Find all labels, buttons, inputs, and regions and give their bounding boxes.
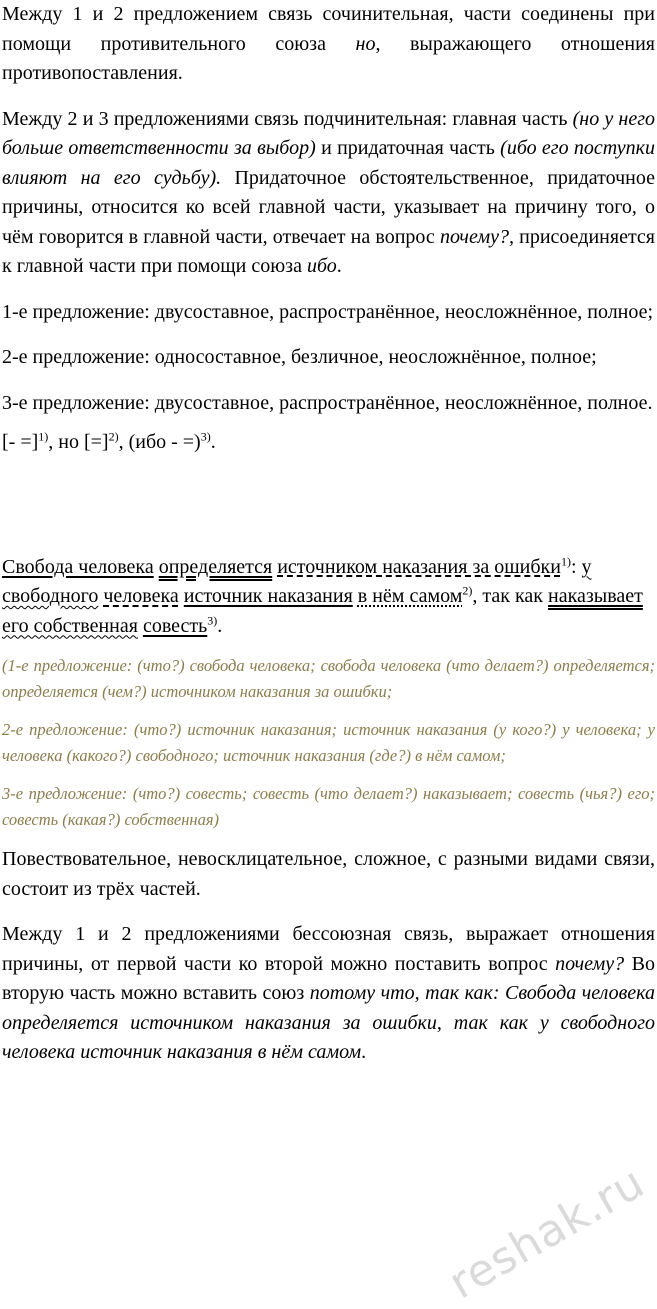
predicate-1: определяется: [158, 555, 273, 578]
attribute-3: его собственная: [2, 614, 138, 637]
insert-example: потому что, так как: Свобода человека определяется источником наказания за ошибки, так как у свободного человека источник наказания в нём самом: [2, 982, 656, 1063]
union-no: но: [355, 32, 376, 55]
sentence-scheme: [- =]$^{1)}$, но [=]$^{2)}$, (ибо - =)$^{3)}$.: [2, 429, 216, 453]
note-sentence-3: 3-е предложение: (что?) совесть; совесть (что делает?) наказывает; совесть (чья?) его; совесть (какая?) собственная): [2, 784, 655, 829]
subject-1: Свобода человека: [2, 555, 154, 578]
note-sentence-1: (1-е предложение: (что?) свобода человека; свобода человека (что делает?) определяется; определяется (чем?) источником наказания за ошибки;: [2, 656, 655, 701]
note-sentence-2: 2-е предложение: (что?) источник наказания; источник наказания (у кого?) у человека; у человека (какого?) свободного; источник наказания (где?) в нём самом;: [2, 720, 655, 765]
question-pochemu: почему?,: [439, 225, 514, 248]
sentence-3-characteristics: 3-е предложение: двусоставное, распространённое, неосложнённое, полное.: [2, 391, 653, 414]
sentence-2-characteristics: 2-е предложение: односоставное, безличное, неосложнённое, полное;: [2, 346, 597, 368]
adverbial-2: в нём самом: [357, 585, 463, 607]
watermark-logo: reshak.ru: [440, 1156, 653, 1309]
attribute-2: у свободного: [2, 555, 592, 607]
conclusion-type: Повествовательное, невосклицательное, сложное, с разными видами связи, состоит из трёх частей.: [2, 848, 655, 900]
subject-3: совесть: [142, 614, 208, 637]
main-part-quote: (но у него больше ответственности за выбор): [2, 107, 655, 159]
subject-2: источник наказания: [183, 585, 353, 607]
conclusion-link: Между 1 и 2 предложениями бессоюзная связь, выражает отношения причины, от первой части ко второй можно поставить вопрос почему? Во вторую часть можно вставить союз потому что, так как: Свобода человека определяется источником наказания за ошибки, так как у свободного человека источник наказания в нём самом.: [2, 923, 656, 1063]
paragraph-link-1-2: Между 1 и 2 предложением связь сочинительная, части соединены при помощи противительного союза но, выражающего отношения противопоставления.: [2, 3, 655, 84]
spacer: [2, 474, 655, 553]
object-1: источником наказания за ошибки: [277, 555, 561, 578]
object-2: человека: [103, 585, 179, 607]
sub-part-quote: (ибо его поступки влияют на его судьбу).: [2, 137, 655, 189]
paragraph-link-2-3: Между 2 и 3 предложениями связь подчинительная: главная часть (но у него больше ответственности за выбор) и придаточная часть (ибо его поступки влияют на его судьбу). Придаточное обстоятельственное, придаточное причины, относится ко всей главной части, указывает на причину того, о чём говорится в главной части, отвечает на вопрос почему?, присоединяется к главной части при помощи союза ибо.: [2, 107, 656, 277]
predicate-3: наказывает: [547, 585, 643, 607]
conj-ibo: ибо: [306, 255, 337, 277]
example-sentence: Свобода человека определяется источником наказания за ошибки$^{1)}$: у свободного человека источник наказания в нём самом$^{2)}$, так как наказывает его собственная совесть$^{3)}$.: [2, 553, 643, 637]
question-pochemu-2: почему?: [555, 952, 625, 975]
sentence-1-characteristics: 1-е предложение: двусоставное, распространённое, неосложнённое, полное;: [2, 300, 654, 323]
